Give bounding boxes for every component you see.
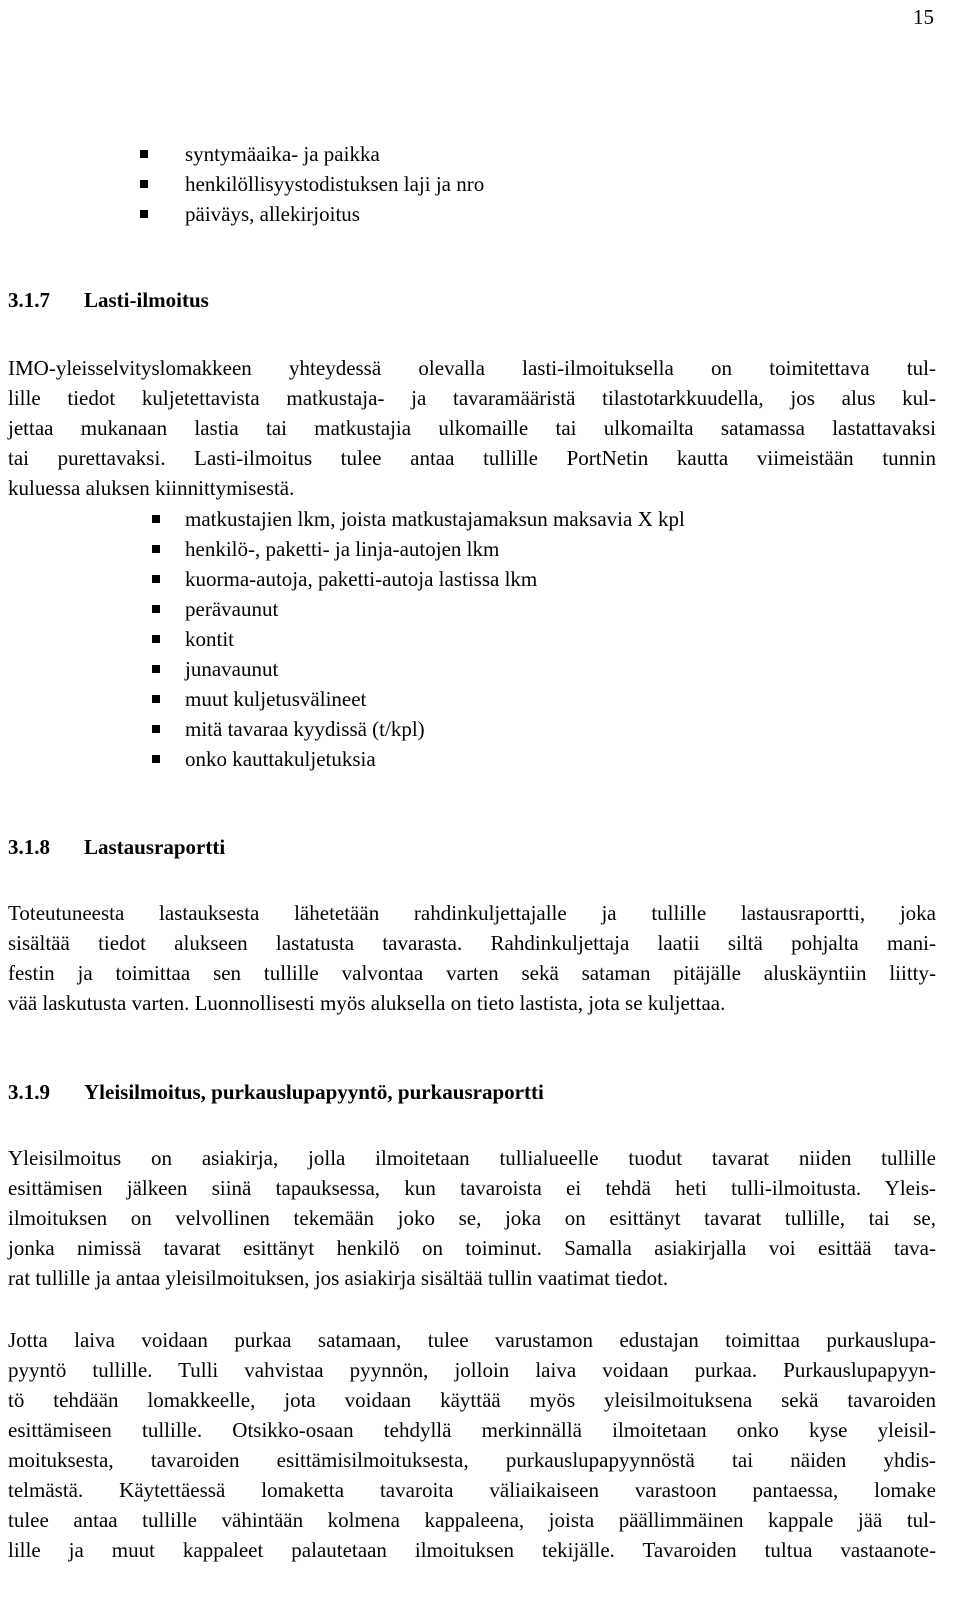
paragraph-yleisilmoitus	[8, 1143, 936, 1293]
square-bullet-icon	[152, 635, 160, 643]
paragraph-line: esittämiseen tullille. Otsikko-osaan tehdyllä merkinnällä ilmoitetaan onko kyse yleisil-	[8, 1418, 936, 1442]
list-item-text: syntymäaika- ja paikka	[185, 142, 380, 166]
paragraph-line: Jotta laiva voidaan purkaa satamaan, tulee varustamon edustajan toimittaa purkauslupa-	[8, 1328, 936, 1352]
paragraph-line: jonka nimissä tavarat esittänyt henkilö on toiminut. Samalla asiakirjalla voi esittää tava-	[8, 1236, 936, 1260]
paragraph-line: tulee antaa tullille vähintään kolmena kappaleena, joista päällimmäinen kappale jää tul-	[8, 1508, 936, 1532]
list-item-text: päiväys, allekirjoitus	[185, 202, 360, 226]
square-bullet-icon	[140, 210, 148, 218]
section-number: 3.1.8	[8, 835, 50, 859]
paragraph-line: pyyntö tullille. Tulli vahvistaa pyynnön, jolloin laiva voidaan purkaa. Purkauslupapyyn-	[8, 1358, 936, 1382]
paragraph-lastausraportti	[8, 898, 936, 1018]
section-heading-3-1-9	[8, 1077, 544, 1107]
list-item-text: kuorma-autoja, paketti-autoja lastissa lkm	[185, 567, 538, 591]
list-item-text: kontit	[185, 627, 235, 651]
paragraph-line: telmästä. Käytettäessä lomaketta tavaroita väliaikaiseen varastoon pantaessa, lomake	[8, 1478, 936, 1502]
page-number: 15	[913, 5, 934, 29]
list-item-text: matkustajien lkm, joista matkustajamaksun maksavia X kpl	[185, 507, 685, 531]
square-bullet-icon	[152, 575, 160, 583]
list-item-text: junavaunut	[185, 657, 279, 681]
section-title: Lasti-ilmoitus	[84, 288, 209, 312]
paragraph-line: kuluessa aluksen kiinnittymisestä.	[8, 476, 295, 500]
square-bullet-icon	[152, 755, 160, 763]
section-heading-3-1-8	[8, 832, 225, 862]
paragraph-line: vää laskutusta varten. Luonnollisesti myös aluksella on tieto lastista, jota se kuljettaa.	[8, 991, 726, 1015]
square-bullet-icon	[140, 150, 148, 158]
square-bullet-icon	[152, 665, 160, 673]
square-bullet-icon	[152, 605, 160, 613]
paragraph-line: tai purettavaksi. Lasti-ilmoitus tulee antaa tullille PortNetin kautta viimeistään tunnin	[8, 446, 936, 470]
list-item-text: henkilöllisyystodistuksen laji ja nro	[185, 172, 485, 196]
square-bullet-icon	[152, 725, 160, 733]
paragraph-line: rat tullille ja antaa yleisilmoituksen, jos asiakirja sisältää tullin vaatimat tiedot.	[8, 1266, 669, 1290]
list-item-text: muut kuljetusvälineet	[185, 687, 367, 711]
section-number: 3.1.9	[8, 1080, 50, 1104]
section-heading-3-1-7	[8, 285, 209, 315]
section-title: Yleisilmoitus, purkauslupapyyntö, purkausraportti	[84, 1080, 544, 1104]
paragraph-line: festin ja toimittaa sen tullille valvontaa varten sekä sataman pitäjälle aluskäyntiin liitty-	[8, 961, 936, 985]
section-title: Lastausraportti	[84, 835, 226, 859]
paragraph-lasti-ilmoitus	[8, 353, 936, 503]
list-item-text: onko kauttakuljetuksia	[185, 747, 376, 771]
list-item-text: perävaunut	[185, 597, 279, 621]
section-number: 3.1.7	[8, 288, 50, 312]
paragraph-line: jettaa mukanaan lastia tai matkustajia ulkomaille tai ulkomailta satamassa lastattavaksi	[8, 416, 936, 440]
list-item-text: mitä tavaraa kyydissä (t/kpl)	[185, 717, 425, 741]
paragraph-line: ilmoituksen on velvollinen tekemään joko se, joka on esittänyt tavarat tullille, tai se,	[8, 1206, 936, 1230]
square-bullet-icon	[152, 515, 160, 523]
paragraph-line: Toteutuneesta lastauksesta lähetetään rahdinkuljettajalle ja tullille lastausraportti, joka	[8, 901, 936, 925]
paragraph-line: lille tiedot kuljetettavista matkustaja- ja tavaramääristä tilastotarkkuudella, jos alus kul-	[8, 386, 936, 410]
square-bullet-icon	[140, 180, 148, 188]
paragraph-line: tö tehdään lomakkeelle, jota voidaan käyttää myös yleisilmoituksena sekä tavaroiden	[8, 1388, 936, 1412]
paragraph-line: Yleisilmoitus on asiakirja, jolla ilmoitetaan tullialueelle tuodut tavarat niiden tullille	[8, 1146, 936, 1170]
square-bullet-icon	[152, 545, 160, 553]
paragraph-line: sisältää tiedot alukseen lastatusta tavarasta. Rahdinkuljettaja laatii siltä pohjalta mani-	[8, 931, 936, 955]
paragraph-line: lille ja muut kappaleet palautetaan ilmoituksen tekijälle. Tavaroiden tultua vastaanote-	[8, 1538, 936, 1562]
paragraph-line: esittämisen jälkeen siinä tapauksessa, kun tavaroista ei tehdä heti tulli-ilmoitusta. Yleis-	[8, 1176, 936, 1200]
paragraph-purkauslupapyynto	[8, 1325, 936, 1565]
list-item-text: henkilö-, paketti- ja linja-autojen lkm	[185, 537, 500, 561]
paragraph-line: IMO-yleisselvityslomakkeen yhteydessä olevalla lasti-ilmoituksella on toimitettava tul-	[8, 356, 936, 380]
square-bullet-icon	[152, 695, 160, 703]
paragraph-line: moituksesta, tavaroiden esittämisilmoituksesta, purkauslupapyynnöstä tai näiden yhdis-	[8, 1448, 936, 1472]
